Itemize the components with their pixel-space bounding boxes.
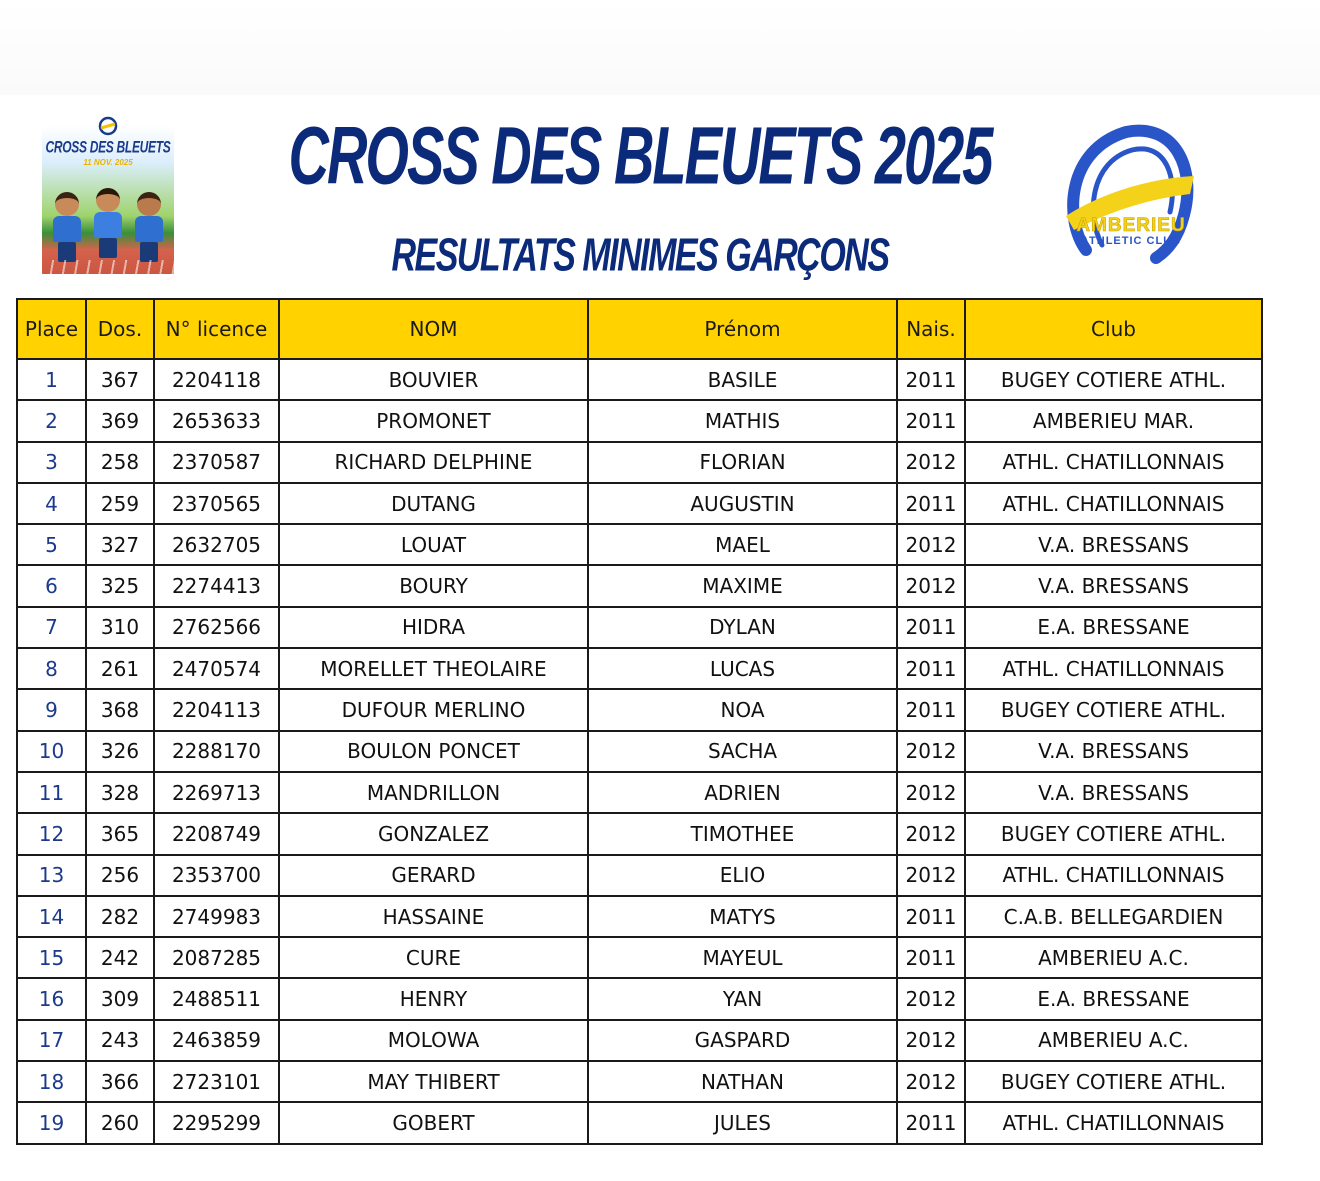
column-header-prenom: Prénom	[588, 299, 897, 359]
cell-prenom: JULES	[588, 1102, 897, 1143]
results-table	[16, 298, 1263, 1145]
cell-place: 11	[17, 772, 86, 813]
table-row	[17, 524, 1262, 565]
cell-prenom: MATYS	[588, 896, 897, 937]
cell-place: 14	[17, 896, 86, 937]
column-header-place: Place	[17, 299, 86, 359]
cell-place: 17	[17, 1020, 86, 1061]
cell-licence: 2274413	[154, 565, 279, 606]
cell-nais: 2012	[897, 1061, 965, 1102]
table-row	[17, 1061, 1262, 1102]
cell-licence: 2269713	[154, 772, 279, 813]
column-header-club: Club	[965, 299, 1262, 359]
cell-nom: GERARD	[279, 855, 588, 896]
cell-place: 1	[17, 359, 86, 400]
cell-club: C.A.B. BELLEGARDIEN	[965, 896, 1262, 937]
runner-illustration	[132, 192, 166, 262]
cell-licence: 2632705	[154, 524, 279, 565]
event-mark-icon	[98, 116, 118, 136]
cell-prenom: BASILE	[588, 359, 897, 400]
table-row	[17, 1102, 1262, 1143]
cell-place: 18	[17, 1061, 86, 1102]
cell-licence: 2762566	[154, 607, 279, 648]
cell-dos: 328	[86, 772, 154, 813]
cell-prenom: NOA	[588, 689, 897, 730]
cell-place: 12	[17, 813, 86, 854]
cell-dos: 310	[86, 607, 154, 648]
cell-prenom: NATHAN	[588, 1061, 897, 1102]
cell-place: 13	[17, 855, 86, 896]
cell-prenom: MAXIME	[588, 565, 897, 606]
cell-prenom: SACHA	[588, 731, 897, 772]
cell-club: BUGEY COTIERE ATHL.	[965, 1061, 1262, 1102]
cell-club: ATHL. CHATILLONNAIS	[965, 483, 1262, 524]
cell-dos: 365	[86, 813, 154, 854]
cell-dos: 309	[86, 978, 154, 1019]
cell-nais: 2011	[897, 689, 965, 730]
column-header-dos: Dos.	[86, 299, 154, 359]
poster-date: 11 NOV. 2025	[83, 158, 133, 167]
event-poster-logo	[42, 112, 174, 280]
cell-nom: LOUAT	[279, 524, 588, 565]
column-header-licence: N° licence	[154, 299, 279, 359]
cell-prenom: ADRIEN	[588, 772, 897, 813]
club-logo	[1056, 120, 1206, 280]
cell-nais: 2012	[897, 978, 965, 1019]
cell-dos: 366	[86, 1061, 154, 1102]
poster-footer	[42, 274, 174, 280]
cell-prenom: MAYEUL	[588, 937, 897, 978]
table-row	[17, 359, 1262, 400]
cell-nais: 2011	[897, 359, 965, 400]
cell-nom: DUFOUR MERLINO	[279, 689, 588, 730]
cell-licence: 2204118	[154, 359, 279, 400]
cell-place: 2	[17, 400, 86, 441]
cell-nais: 2011	[897, 483, 965, 524]
cell-nom: MAY THIBERT	[279, 1061, 588, 1102]
cell-prenom: TIMOTHEE	[588, 813, 897, 854]
cell-nom: GONZALEZ	[279, 813, 588, 854]
cell-nais: 2011	[897, 937, 965, 978]
cell-club: ATHL. CHATILLONNAIS	[965, 442, 1262, 483]
table-row	[17, 442, 1262, 483]
cell-prenom: DYLAN	[588, 607, 897, 648]
cell-licence: 2653633	[154, 400, 279, 441]
cell-place: 10	[17, 731, 86, 772]
cell-dos: 242	[86, 937, 154, 978]
cell-club: BUGEY COTIERE ATHL.	[965, 359, 1262, 400]
cell-club: V.A. BRESSANS	[965, 524, 1262, 565]
poster-title: CROSS DES BLEUETS	[45, 137, 171, 157]
cell-nom: HENRY	[279, 978, 588, 1019]
cell-nom: HIDRA	[279, 607, 588, 648]
cell-dos: 261	[86, 648, 154, 689]
cell-licence: 2749983	[154, 896, 279, 937]
table-row	[17, 813, 1262, 854]
cell-club: ATHL. CHATILLONNAIS	[965, 855, 1262, 896]
table-header-row	[17, 299, 1262, 359]
cell-nom: GOBERT	[279, 1102, 588, 1143]
cell-club: V.A. BRESSANS	[965, 731, 1262, 772]
cell-prenom: GASPARD	[588, 1020, 897, 1061]
cell-licence: 2470574	[154, 648, 279, 689]
cell-nais: 2011	[897, 607, 965, 648]
table-row	[17, 772, 1262, 813]
cell-licence: 2370587	[154, 442, 279, 483]
cell-prenom: MATHIS	[588, 400, 897, 441]
table-row	[17, 937, 1262, 978]
table-row	[17, 1020, 1262, 1061]
cell-nom: BOURY	[279, 565, 588, 606]
cell-dos: 367	[86, 359, 154, 400]
cell-licence: 2723101	[154, 1061, 279, 1102]
cell-nais: 2011	[897, 896, 965, 937]
cell-licence: 2463859	[154, 1020, 279, 1061]
cell-nais: 2011	[897, 648, 965, 689]
cell-club: V.A. BRESSANS	[965, 772, 1262, 813]
cell-nais: 2012	[897, 1020, 965, 1061]
cell-place: 8	[17, 648, 86, 689]
cell-dos: 243	[86, 1020, 154, 1061]
cell-nais: 2012	[897, 855, 965, 896]
cell-prenom: LUCAS	[588, 648, 897, 689]
cell-licence: 2208749	[154, 813, 279, 854]
cell-place: 19	[17, 1102, 86, 1143]
cell-dos: 256	[86, 855, 154, 896]
cell-licence: 2353700	[154, 855, 279, 896]
cell-nom: MORELLET THEOLAIRE	[279, 648, 588, 689]
cell-place: 15	[17, 937, 86, 978]
cell-dos: 325	[86, 565, 154, 606]
page-title: CROSS DES BLEUETS 2025	[288, 109, 992, 201]
cell-nais: 2011	[897, 1102, 965, 1143]
cell-club: AMBERIEU A.C.	[965, 937, 1262, 978]
cell-nais: 2011	[897, 400, 965, 441]
cell-nom: CURE	[279, 937, 588, 978]
cell-dos: 259	[86, 483, 154, 524]
table-row	[17, 607, 1262, 648]
cell-prenom: MAEL	[588, 524, 897, 565]
club-logo-text-bottom: ATHLETIC CLUB	[1080, 235, 1182, 247]
cell-place: 16	[17, 978, 86, 1019]
cell-prenom: FLORIAN	[588, 442, 897, 483]
cell-licence: 2288170	[154, 731, 279, 772]
table-row	[17, 483, 1262, 524]
cell-licence: 2488511	[154, 978, 279, 1019]
column-header-nais: Nais.	[897, 299, 965, 359]
cell-place: 9	[17, 689, 86, 730]
cell-nais: 2012	[897, 772, 965, 813]
club-logo-text-top: AMBERIEU	[1076, 215, 1186, 236]
cell-nom: BOULON PONCET	[279, 731, 588, 772]
cell-dos: 369	[86, 400, 154, 441]
runner-illustration	[50, 192, 84, 262]
cell-nom: RICHARD DELPHINE	[279, 442, 588, 483]
cell-nais: 2012	[897, 731, 965, 772]
cell-place: 5	[17, 524, 86, 565]
cell-prenom: ELIO	[588, 855, 897, 896]
table-body	[17, 359, 1262, 1144]
cell-dos: 260	[86, 1102, 154, 1143]
cell-dos: 368	[86, 689, 154, 730]
cell-place: 3	[17, 442, 86, 483]
table-row	[17, 648, 1262, 689]
cell-club: E.A. BRESSANE	[965, 607, 1262, 648]
cell-nom: MOLOWA	[279, 1020, 588, 1061]
table-row	[17, 689, 1262, 730]
cell-club: E.A. BRESSANE	[965, 978, 1262, 1019]
cell-nais: 2012	[897, 813, 965, 854]
cell-licence: 2295299	[154, 1102, 279, 1143]
table-row	[17, 731, 1262, 772]
cell-club: V.A. BRESSANS	[965, 565, 1262, 606]
cell-dos: 258	[86, 442, 154, 483]
cell-nom: HASSAINE	[279, 896, 588, 937]
table-row	[17, 855, 1262, 896]
cell-place: 7	[17, 607, 86, 648]
top-band	[0, 0, 1320, 95]
cell-licence: 2087285	[154, 937, 279, 978]
cell-nom: BOUVIER	[279, 359, 588, 400]
cell-club: ATHL. CHATILLONNAIS	[965, 648, 1262, 689]
cell-club: BUGEY COTIERE ATHL.	[965, 689, 1262, 730]
cell-place: 6	[17, 565, 86, 606]
column-header-nom: NOM	[279, 299, 588, 359]
cell-club: AMBERIEU A.C.	[965, 1020, 1262, 1061]
cell-licence: 2204113	[154, 689, 279, 730]
cell-licence: 2370565	[154, 483, 279, 524]
table-row	[17, 978, 1262, 1019]
cell-place: 4	[17, 483, 86, 524]
cell-club: ATHL. CHATILLONNAIS	[965, 1102, 1262, 1143]
page-subtitle: RESULTATS MINIMES GARÇONS	[391, 230, 889, 282]
cell-club: AMBERIEU MAR.	[965, 400, 1262, 441]
cell-nom: PROMONET	[279, 400, 588, 441]
table-row	[17, 896, 1262, 937]
cell-nais: 2012	[897, 442, 965, 483]
cell-dos: 326	[86, 731, 154, 772]
cell-prenom: YAN	[588, 978, 897, 1019]
cell-prenom: AUGUSTIN	[588, 483, 897, 524]
cell-club: BUGEY COTIERE ATHL.	[965, 813, 1262, 854]
table-row	[17, 565, 1262, 606]
cell-nais: 2012	[897, 524, 965, 565]
cell-nom: MANDRILLON	[279, 772, 588, 813]
cell-nais: 2012	[897, 565, 965, 606]
table-row	[17, 400, 1262, 441]
runner-illustration	[91, 188, 125, 258]
cell-dos: 282	[86, 896, 154, 937]
cell-dos: 327	[86, 524, 154, 565]
cell-nom: DUTANG	[279, 483, 588, 524]
